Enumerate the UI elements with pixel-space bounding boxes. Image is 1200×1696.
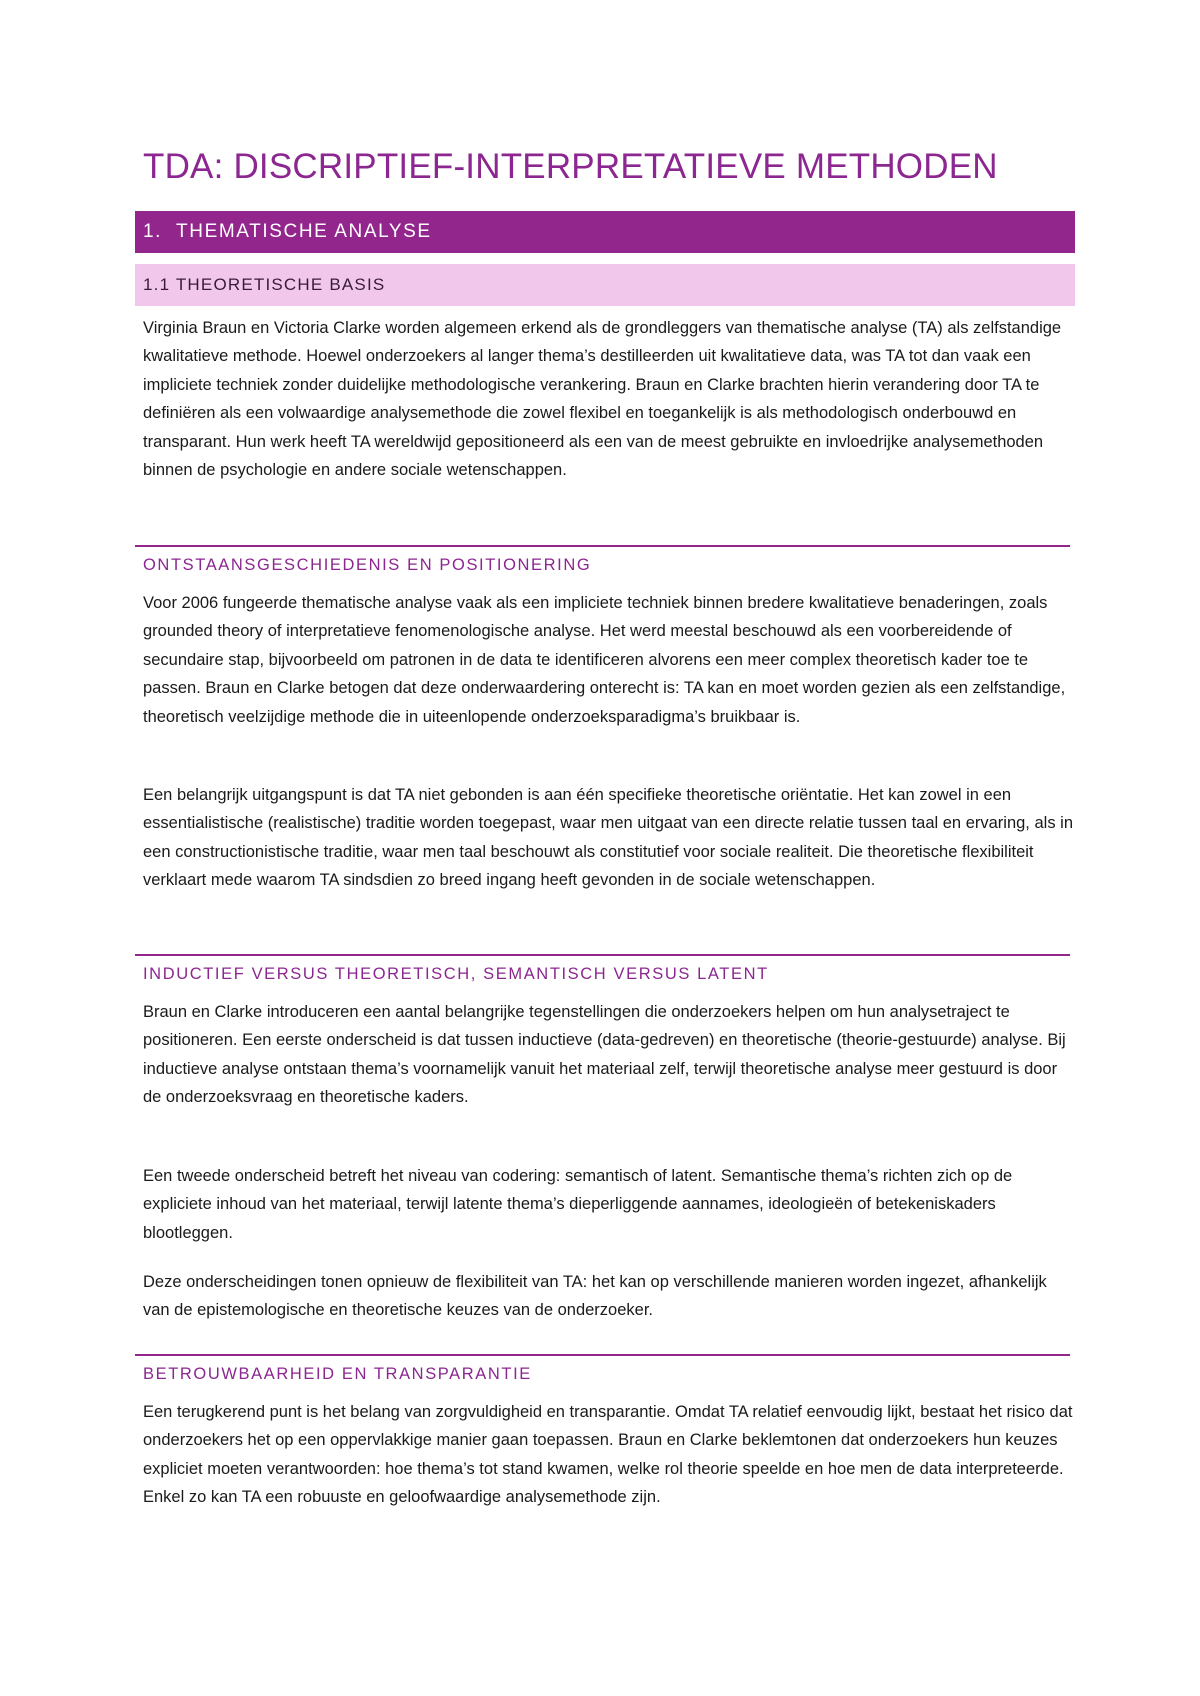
block-heading-reliability: BETROUWBAARHEID EN TRANSPARANTIE <box>135 1354 1070 1384</box>
paragraph-inductive-3: Deze onderscheidingen tonen opnieuw de flexibiliteit van TA: het kan op verschillende manieren worden ingezet, afhankelijk van de epistemologische en theoretische keuzes van de onderzoeker. <box>143 1273 1047 1320</box>
subsection-title: 1.1 THEORETISCHE BASIS <box>143 275 386 294</box>
block-heading-origin: ONTSTAANSGESCHIEDENIS EN POSITIONERING <box>135 545 1070 575</box>
section-number: 1. <box>143 221 163 242</box>
intro-paragraph: Virginia Braun en Victoria Clarke worden algemeen erkend als de grondleggers van thematische analyse (TA) als zelfstandige kwalitatieve methode. Hoewel onderzoekers al langer thema’s destilleerden uit kwalitatieve data, was TA tot dan vaak een impliciete techniek zonder duidelijke methodologische verankering. Braun en Clarke brachten hierin verandering door TA te definiëren als een volwaardige analysemethode die zowel flexibel en toegankelijk is als methodologisch onderbouwd en transparant. Hun werk heeft TA wereldwijd gepositioneerd als een van de meest gebruikte en invloedrijke analysemethoden binnen de psychologie en andere sociale wetenschappen. <box>143 319 1062 480</box>
paragraph-origin-1: Voor 2006 fungeerde thematische analyse vaak als een impliciete techniek binnen bredere kwalitatieve benaderingen, zoals grounded theory of interpretatieve fenomenologische analyse. Het werd meestal beschouwd als een voorbereidende of secundaire stap, bijvoorbeeld om patronen in de data te identificeren alvorens een meer complex theoretisch kader toe te passen. Braun en Clarke betogen dat deze onderwaardering onterecht is: TA kan en moet worden gezien als een zelfstandige, theoretisch veelzijdige methode die in uiteenlopende onderzoeksparadigma’s bruikbaar is. <box>143 594 1066 726</box>
paragraph-inductive-2: Een tweede onderscheid betreft het niveau van codering: semantisch of latent. Semantische thema’s richten zich op de expliciete inhoud van het materiaal, terwijl latente thema’s dieperliggende aannames, ideologieën of betekeniskaders blootleggen. <box>143 1167 1013 1242</box>
block-heading-inductive: INDUCTIEF VERSUS THEORETISCH, SEMANTISCH VERSUS LATENT <box>135 954 1070 984</box>
subsection-heading <box>135 264 1075 306</box>
paragraph-origin-2: Een belangrijk uitgangspunt is dat TA niet gebonden is aan één specifieke theoretische oriëntatie. Het kan zowel in een essentialistische (realistische) traditie worden toegepast, waar men uitgaat van een directe relatie tussen taal en ervaring, als in een constructionistische traditie, waar men taal beschouwt als constitutief voor sociale realiteit. Die theoretische flexibiliteit verklaart mede waarom TA sindsdien zo breed ingang heeft gevonden in de sociale wetenschappen. <box>143 786 1073 890</box>
paragraph-inductive-1: Braun en Clarke introduceren een aantal belangrijke tegenstellingen die onderzoekers helpen om hun analysetraject te positioneren. Een eerste onderscheid is dat tussen inductieve (data-gedreven) en theoretische (theorie-gestuurde) analyse. Bij inductieve analyse ontstaan thema’s voornamelijk vanuit het materiaal zelf, terwijl theoretische analyse meer gestuurd is door de onderzoeksvraag en theoretische kaders. <box>143 1003 1066 1107</box>
section-heading <box>135 211 1075 253</box>
section-title: THEMATISCHE ANALYSE <box>176 221 432 242</box>
paragraph-reliability-1: Een terugkerend punt is het belang van zorgvuldigheid en transparantie. Omdat TA relatief eenvoudig lijkt, bestaat het risico dat onderzoekers het op een oppervlakkige manier gaan toepassen. Braun en Clarke beklemtonen dat onderzoekers hun keuzes expliciet moeten verantwoorden: hoe thema’s tot stand kwamen, welke rol theorie speelde en hoe men de data interpreteerde. Enkel zo kan TA een robuuste en geloofwaardige analysemethode zijn. <box>143 1403 1073 1507</box>
document-title: TDA: DISCRIPTIEF-INTERPRETATIEVE METHODEN <box>143 147 998 186</box>
